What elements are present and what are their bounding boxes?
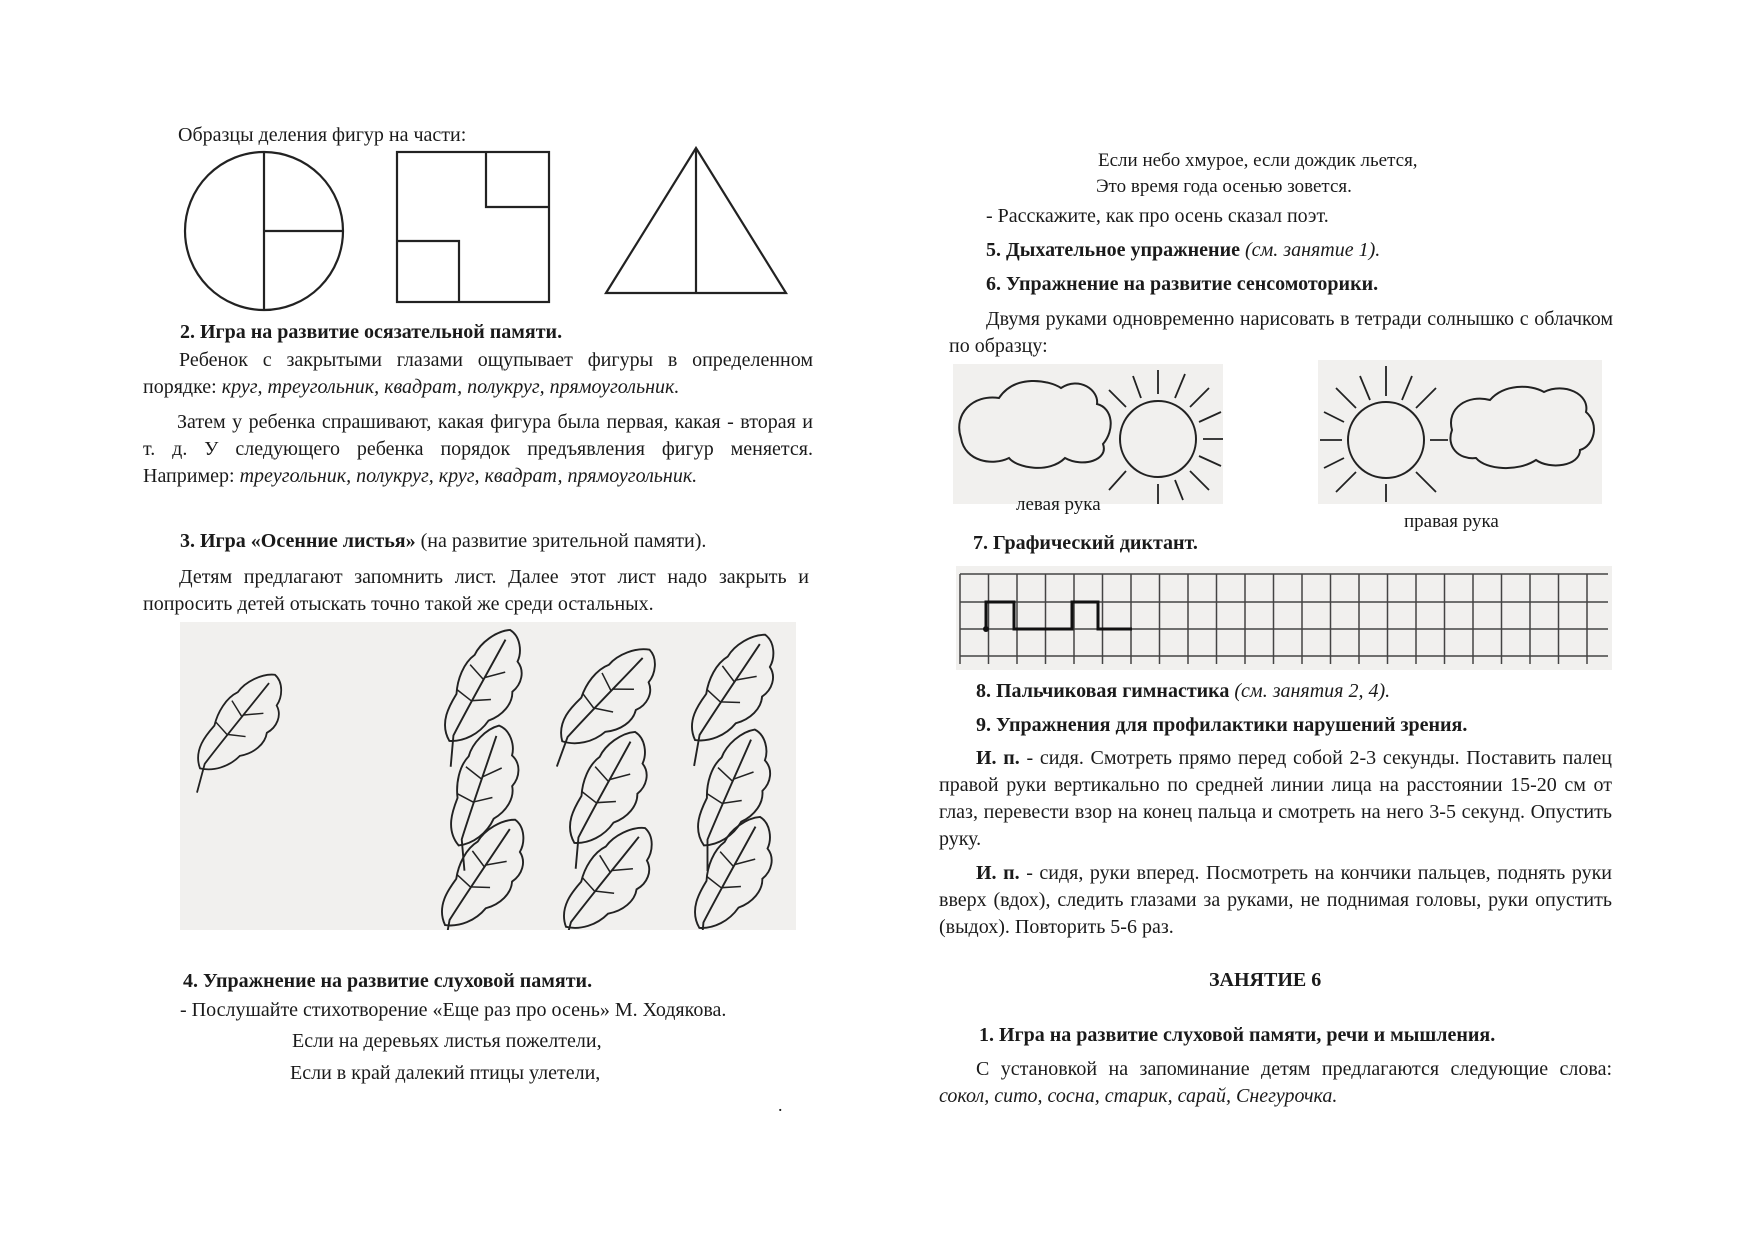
ex9-paragraph2: И. п. - сидя, руки вперед. Посмотреть на кончики пальцев, поднять руки вверх (вдох), следить глазами за руками, не поднимая головы, руки опустить (выдох). Повторить 5-6 раз. <box>939 862 1612 938</box>
samples-caption: Образцы деления фигур на части: <box>178 124 467 146</box>
left-page <box>0 0 876 1241</box>
left-hand-label: левая рука <box>1016 494 1101 515</box>
lesson-title: ЗАНЯТИЕ 6 <box>1209 969 1322 991</box>
leaf <box>538 729 676 868</box>
ex4-paragraph: - Послушайте стихотворение «Еще раз про осень» М. Ходякова. <box>180 999 727 1021</box>
graphic-dictation-grid <box>956 566 1612 670</box>
start-dot <box>983 626 989 632</box>
poem-line-1: Если на деревьях листья пожелтели, <box>292 1030 602 1052</box>
figure-samples <box>176 146 796 316</box>
ex6-paragraph: Двумя руками одновременно нарисовать в тетради солнышко с облачком по образцу: <box>949 308 1613 357</box>
ex7-heading: 7. Графический диктант. <box>973 532 1198 554</box>
leaf-sample <box>180 673 297 793</box>
ex8-heading-line: 8. Пальчиковая гимнастика (см. занятия 2, 4). <box>976 680 1391 702</box>
ex9-paragraph1: И. п. - сидя. Смотреть прямо перед собой 2-3 секунды. Поставить палец правой руки вертикально по средней линии лица на расстоянии 15-20 см от глаз, перевести взор на конец пальца и смотреть на него 3-5 секунд. Опустить руку. <box>939 747 1612 850</box>
poem-line-3: Если небо хмурое, если дождик льется, <box>1098 150 1418 171</box>
leaf <box>663 814 796 930</box>
ex3-heading: 3. Игра «Осенние листья» <box>180 530 416 552</box>
ex5-heading-line: 5. Дыхательное упражнение (см. занятие 1). <box>986 239 1381 261</box>
divided-square <box>397 152 549 302</box>
poem-question: - Расскажите, как про осень сказал поэт. <box>986 205 1329 227</box>
ex9-heading: 9. Упражнения для профилактики нарушений зрения. <box>976 714 1468 736</box>
leaf <box>666 633 796 766</box>
right-hand-label: правая рука <box>1404 511 1499 532</box>
ex2-paragraph2: Затем у ребенка спрашивают, какая фигура была первая, какая - вторая и т. д. У следующего ребенка порядок предъявления фигур меняется. Например: треугольник, полукруг, круг, квадрат, прямоугольник. <box>143 411 813 487</box>
lesson-ex1-paragraph: С установкой на запоминание детям предлагаются следующие слова: сокол, сито, сосна, старик, сарай, Снегурочка. <box>939 1058 1612 1107</box>
leaf <box>410 722 557 870</box>
dictation-pattern <box>986 602 1132 629</box>
lesson-ex1-heading: 1. Игра на развитие слуховой памяти, речи и мышления. <box>979 1024 1496 1046</box>
poem-line-2: Если в край далекий птицы улетели, <box>290 1062 601 1084</box>
leaf <box>413 627 551 766</box>
ex6-heading: 6. Упражнение на развитие сенсомоторики. <box>986 273 1379 295</box>
leaf <box>661 727 796 871</box>
ex2-heading: 2. Игра на развитие осязательной памяти. <box>180 321 563 343</box>
autumn-leaves-illustration <box>180 622 796 930</box>
ex2-paragraph1: Ребенок с закрытыми глазами ощупывает фигуры в определенном порядке: круг, треугольник, квадрат, полукруг, прямоугольник. <box>143 349 813 398</box>
sun-cloud-right-hand <box>1318 360 1602 504</box>
ex3-paragraph: Детям предлагают запомнить лист. Далее этот лист надо закрыть и попросить детей отыскать точно такой же среди остальных. <box>143 566 809 615</box>
ex3-heading-line: 3. Игра «Осенние листья» (на развитие зрительной памяти). <box>180 530 707 552</box>
leaf <box>544 826 668 930</box>
ex8-heading: 8. Пальчиковая гимнастика <box>976 680 1230 702</box>
right-page <box>876 0 1753 1241</box>
poem-line-4: Это время года осенью зовется. <box>1096 176 1352 197</box>
sun-cloud-left-hand <box>953 364 1223 504</box>
ex5-heading: 5. Дыхательное упражнение <box>986 239 1240 261</box>
page-dot: . <box>778 1095 783 1115</box>
ex4-heading: 4. Упражнение на развитие слуховой памяти. <box>183 970 593 992</box>
